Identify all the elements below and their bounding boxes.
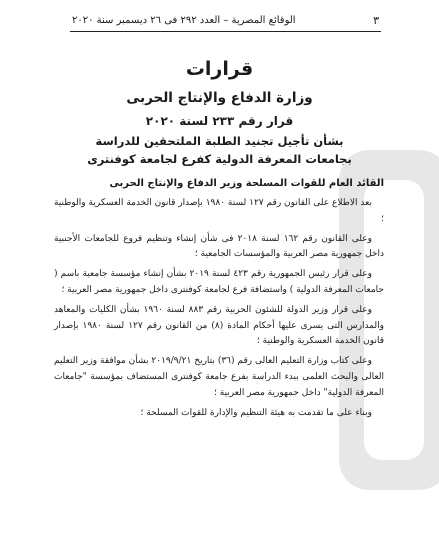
paragraph: وعلى كتاب وزارة التعليم العالى رقم (٣٦) بتاريخ ٢٠١٩/٩/٢١ بشأن موافقة وزير التعليم العالى والبحث العلمى ببدء الدراسة بفرع جامعة كوفنترى المستضاف بمؤسسة "جامعات المعرفة الدولية" داخل جمهورية مصر العربية ؛ [54, 356, 384, 398]
decree-subject-line-1: بشأن تأجيل تجنيد الطلبة الملتحقين للدراسة [95, 134, 344, 148]
paragraph: وعلى قرار رئيس الجمهورية رقم ٤٢٣ لسنة ٢٠١٩ بشأن إنشاء مؤسسة جامعية باسم ( جامعات المعرفة الدولية ) واستضافة فرع لجامعة كوفنترى داخل جمهورية مصر العربية ؛ [54, 269, 384, 295]
paragraph: وعلى القانون رقم ١٦٢ لسنة ٢٠١٨ فى شأن إنشاء وتنظيم فروع للجامعات الأجنبية داخل جمهورية مصر العربية والمؤسسات الجامعية ؛ [54, 233, 384, 260]
decree-subject-line-2: بجامعات المعرفة الدولية كفرع لجامعة كوفنترى [87, 152, 352, 166]
decree-number: قرار رقم ٢٣٣ لسنة ٢٠٢٠ [145, 114, 294, 128]
paragraph: بعد الاطلاع على القانون رقم ١٢٧ لسنة ١٩٨٠ بإصدار قانون الخدمة العسكرية والوطنية ؛ [54, 198, 384, 224]
header-divider [70, 31, 381, 32]
paragraph: وعلى قرار وزير الدولة للشئون الحربية رقم ٨٨٣ لسنة ١٩٦٠ بشأن الكليات والمعاهد والمدارس التى يسرى عليها أحكام المادة (٨) من القانون رقم ١٢٧ لسنة ١٩٨٠ بإصدار قانون الخدمة العسكرية والوطنية ؛ [54, 304, 384, 347]
page-number: ٣ [373, 13, 379, 27]
paragraph: وبناء على ما تقدمت به هيئة التنظيم والإدارة للقوات المسلحة ؛ [140, 407, 372, 418]
section-title: قرارات [185, 58, 254, 80]
page-header [72, 12, 379, 28]
issuer-line: القائد العام للقوات المسلحة وزير الدفاع والإنتاج الحربى [109, 178, 384, 189]
publication-line: الوقائع المصرية – العدد ٢٩٢ فى ٢٦ ديسمبر سنة ٢٠٢٠ [72, 14, 296, 26]
decree-body [54, 196, 384, 425]
ministry-heading: وزارة الدفاع والإنتاج الحربى [126, 90, 313, 106]
